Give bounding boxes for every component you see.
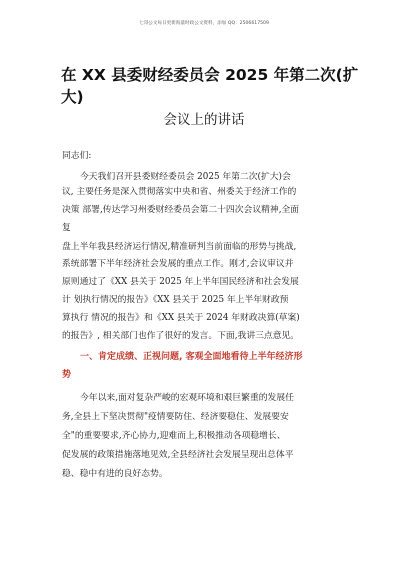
paragraph-line: 计 划执行情况的报告》《XX 县关于 2025 年上半年财政预 bbox=[62, 295, 289, 305]
paragraph-line: 促发展的政策措施落地见效,全县经济社会发展呈现出总体平 bbox=[62, 450, 294, 460]
document-subtitle: 会议上的讲话 bbox=[163, 112, 245, 128]
paragraph-line: 系统部署下半年经济社会发展的重点工作。刚才,会议审议并 bbox=[62, 259, 294, 269]
paragraph-line: 原则通过了《XX 县关于 2025 年上半年国民经济和社会发展 bbox=[62, 277, 299, 287]
paragraph-line: 全"的重要要求,齐心协力,迎难而上,积极推动各项稳增长、 bbox=[62, 431, 286, 441]
document-title: 在 XX 县委财经委员会 2025 年第二次(扩大) bbox=[61, 66, 359, 106]
paragraph-line: 决策 部署,传达学习州委财经委员会第二十四次会议精神,全面 bbox=[62, 205, 300, 215]
paragraph-line: 务,全县上下坚决贯彻"疫情要防住、经济要稳住、发展要安 bbox=[62, 412, 289, 422]
paragraph-line: 的报告》, 相关部门也作了很好的发言。下面,我讲三点意见。 bbox=[62, 331, 300, 341]
paragraph-line: 盘上半年我县经济运行情况,精准研判当前面临的形势与挑战, bbox=[62, 242, 297, 252]
paragraph-line: 议, 主要任务是深入贯彻落实中央和省、州委关于经济工作的 bbox=[62, 187, 297, 197]
paragraph-line: 今天我们召开县委财经委员会 2025 年第二次(扩大)会 bbox=[80, 172, 291, 182]
paragraph-line: 今年以来,面对复杂严峻的宏观环境和艰巨繁重的发展任 bbox=[80, 393, 294, 403]
salutation: 同志们: bbox=[62, 151, 92, 161]
header-note: 七哥公文每日更新海量时政公文资料，添加 QQ：2506617509 bbox=[139, 21, 269, 26]
paragraph-line: 算执行 情况的报告》和《XX 县关于 2024 年财政决算(草案) bbox=[62, 313, 300, 323]
paragraph-line: 复 bbox=[62, 223, 71, 233]
section-heading-continued: 势 bbox=[62, 370, 72, 380]
paragraph-line: 稳、稳中有进的良好态势。 bbox=[62, 469, 168, 479]
section-heading: 一、肯定成绩、正视问题, 客观全面地看待上半年经济形 bbox=[80, 352, 303, 362]
